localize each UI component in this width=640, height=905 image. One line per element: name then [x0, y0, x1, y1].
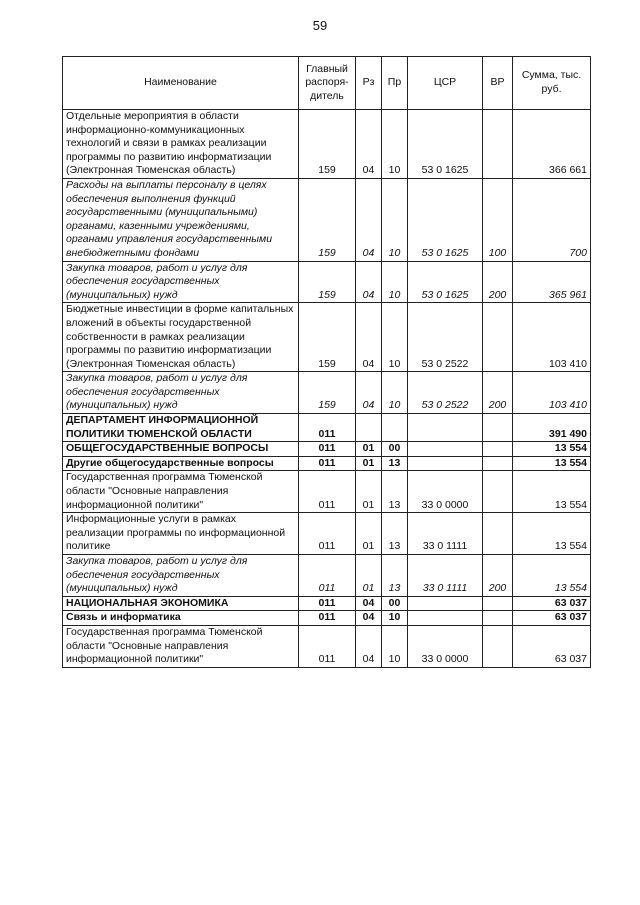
row-vr	[483, 456, 513, 471]
header-rz: Рз	[356, 57, 382, 110]
row-sum: 13 554	[513, 555, 591, 597]
row-name: Закупка товаров, работ и услуг для обеспечения государственных (муниципальных) нужд	[63, 261, 299, 303]
row-csr	[408, 442, 483, 457]
row-sum: 366 661	[513, 110, 591, 179]
row-sum: 63 037	[513, 625, 591, 667]
row-csr	[408, 414, 483, 442]
row-rz: 04	[356, 110, 382, 179]
row-vr	[483, 442, 513, 457]
row-admin: 011	[299, 513, 356, 555]
table-row	[63, 442, 591, 457]
row-rz: 04	[356, 178, 382, 261]
row-sum: 13 554	[513, 456, 591, 471]
row-sum: 103 410	[513, 372, 591, 414]
row-admin: 011	[299, 596, 356, 611]
row-csr: 33 0 1111	[408, 513, 483, 555]
table-row	[63, 456, 591, 471]
table-row	[63, 178, 591, 261]
table-row	[63, 611, 591, 626]
row-name: ОБЩЕГОСУДАРСТВЕННЫЕ ВОПРОСЫ	[63, 442, 299, 457]
table-row	[63, 596, 591, 611]
row-csr: 53 0 1625	[408, 178, 483, 261]
row-rz: 04	[356, 611, 382, 626]
row-vr	[483, 471, 513, 513]
row-pr: 10	[382, 178, 408, 261]
page-number: 59	[312, 18, 328, 33]
table-row	[63, 414, 591, 442]
row-csr	[408, 596, 483, 611]
row-vr	[483, 596, 513, 611]
row-name: Связь и информатика	[63, 611, 299, 626]
row-admin: 011	[299, 442, 356, 457]
row-pr: 13	[382, 456, 408, 471]
row-pr: 10	[382, 372, 408, 414]
row-csr: 33 0 0000	[408, 471, 483, 513]
row-sum: 700	[513, 178, 591, 261]
table-body	[63, 110, 591, 668]
row-sum: 63 037	[513, 596, 591, 611]
header-admin: Главный распоря-дитель	[299, 57, 356, 110]
row-name: Информационные услуги в рамках реализации программы по информационной политике	[63, 513, 299, 555]
row-vr	[483, 303, 513, 372]
header-name: Наименование	[63, 57, 299, 110]
row-csr: 33 0 0000	[408, 625, 483, 667]
row-name: Государственная программа Тюменской области "Основные направления информационной политики"	[63, 625, 299, 667]
row-csr	[408, 456, 483, 471]
row-rz	[356, 414, 382, 442]
row-sum: 391 490	[513, 414, 591, 442]
row-sum: 13 554	[513, 442, 591, 457]
row-pr: 00	[382, 596, 408, 611]
row-csr: 53 0 1625	[408, 261, 483, 303]
row-rz: 01	[356, 513, 382, 555]
table-row	[63, 555, 591, 597]
row-rz: 04	[356, 261, 382, 303]
row-csr: 53 0 1625	[408, 110, 483, 179]
row-vr: 200	[483, 555, 513, 597]
table-row	[63, 471, 591, 513]
row-sum: 13 554	[513, 471, 591, 513]
row-vr	[483, 414, 513, 442]
row-admin: 159	[299, 110, 356, 179]
row-name: Другие общегосударственные вопросы	[63, 456, 299, 471]
row-name: ДЕПАРТАМЕНТ ИНФОРМАЦИОННОЙ ПОЛИТИКИ ТЮМЕНСКОЙ ОБЛАСТИ	[63, 414, 299, 442]
table-row	[63, 372, 591, 414]
row-sum: 63 037	[513, 611, 591, 626]
row-admin: 011	[299, 611, 356, 626]
row-name: Бюджетные инвестиции в форме капитальных вложений в объекты государственной собственности в рамках реализации программы по развитию информатизации (Электронная Тюменская область)	[63, 303, 299, 372]
row-vr	[483, 110, 513, 179]
row-csr: 33 0 1111	[408, 555, 483, 597]
row-pr: 13	[382, 555, 408, 597]
row-rz: 04	[356, 303, 382, 372]
row-name: Отдельные мероприятия в области информационно-коммуникационных технологий и связи в рамках реализации программы по развитию информатизации (Электронная Тюменская область)	[63, 110, 299, 179]
row-pr: 10	[382, 261, 408, 303]
header-sum: Сумма, тыс. руб.	[513, 57, 591, 110]
row-csr	[408, 611, 483, 626]
row-vr: 100	[483, 178, 513, 261]
row-admin: 159	[299, 261, 356, 303]
row-pr: 10	[382, 611, 408, 626]
row-pr: 13	[382, 513, 408, 555]
row-admin: 159	[299, 372, 356, 414]
table-row	[63, 110, 591, 179]
header-pr: Пр	[382, 57, 408, 110]
row-vr	[483, 625, 513, 667]
row-name: НАЦИОНАЛЬНАЯ ЭКОНОМИКА	[63, 596, 299, 611]
row-pr	[382, 414, 408, 442]
row-admin: 011	[299, 471, 356, 513]
table-row	[63, 261, 591, 303]
row-admin: 159	[299, 178, 356, 261]
table-row	[63, 625, 591, 667]
row-rz: 01	[356, 456, 382, 471]
table-header-row	[63, 57, 591, 110]
row-pr: 10	[382, 110, 408, 179]
row-name: Государственная программа Тюменской области "Основные направления информационной политики"	[63, 471, 299, 513]
row-admin: 159	[299, 303, 356, 372]
row-admin: 011	[299, 625, 356, 667]
row-sum: 103 410	[513, 303, 591, 372]
row-pr: 00	[382, 442, 408, 457]
row-csr: 53 0 2522	[408, 303, 483, 372]
row-pr: 10	[382, 303, 408, 372]
row-rz: 01	[356, 471, 382, 513]
table-row	[63, 513, 591, 555]
row-sum: 365 961	[513, 261, 591, 303]
header-vr: ВР	[483, 57, 513, 110]
row-vr	[483, 611, 513, 626]
row-name: Закупка товаров, работ и услуг для обеспечения государственных (муниципальных) нужд	[63, 372, 299, 414]
row-rz: 01	[356, 555, 382, 597]
row-rz: 04	[356, 372, 382, 414]
row-rz: 04	[356, 625, 382, 667]
row-name: Закупка товаров, работ и услуг для обеспечения государственных (муниципальных) нужд	[63, 555, 299, 597]
row-admin: 011	[299, 555, 356, 597]
row-admin: 011	[299, 456, 356, 471]
row-vr: 200	[483, 261, 513, 303]
row-vr	[483, 513, 513, 555]
row-rz: 01	[356, 442, 382, 457]
table-row	[63, 303, 591, 372]
row-pr: 10	[382, 625, 408, 667]
row-sum: 13 554	[513, 513, 591, 555]
row-csr: 53 0 2522	[408, 372, 483, 414]
row-rz: 04	[356, 596, 382, 611]
row-pr: 13	[382, 471, 408, 513]
row-name: Расходы на выплаты персоналу в целях обеспечения выполнения функций государственными (муниципальными) органами, казенными учреждениями, органами управления государственными внебюджетными фондами	[63, 178, 299, 261]
row-vr: 200	[483, 372, 513, 414]
header-csr: ЦСР	[408, 57, 483, 110]
row-admin: 011	[299, 414, 356, 442]
budget-table	[62, 56, 591, 668]
